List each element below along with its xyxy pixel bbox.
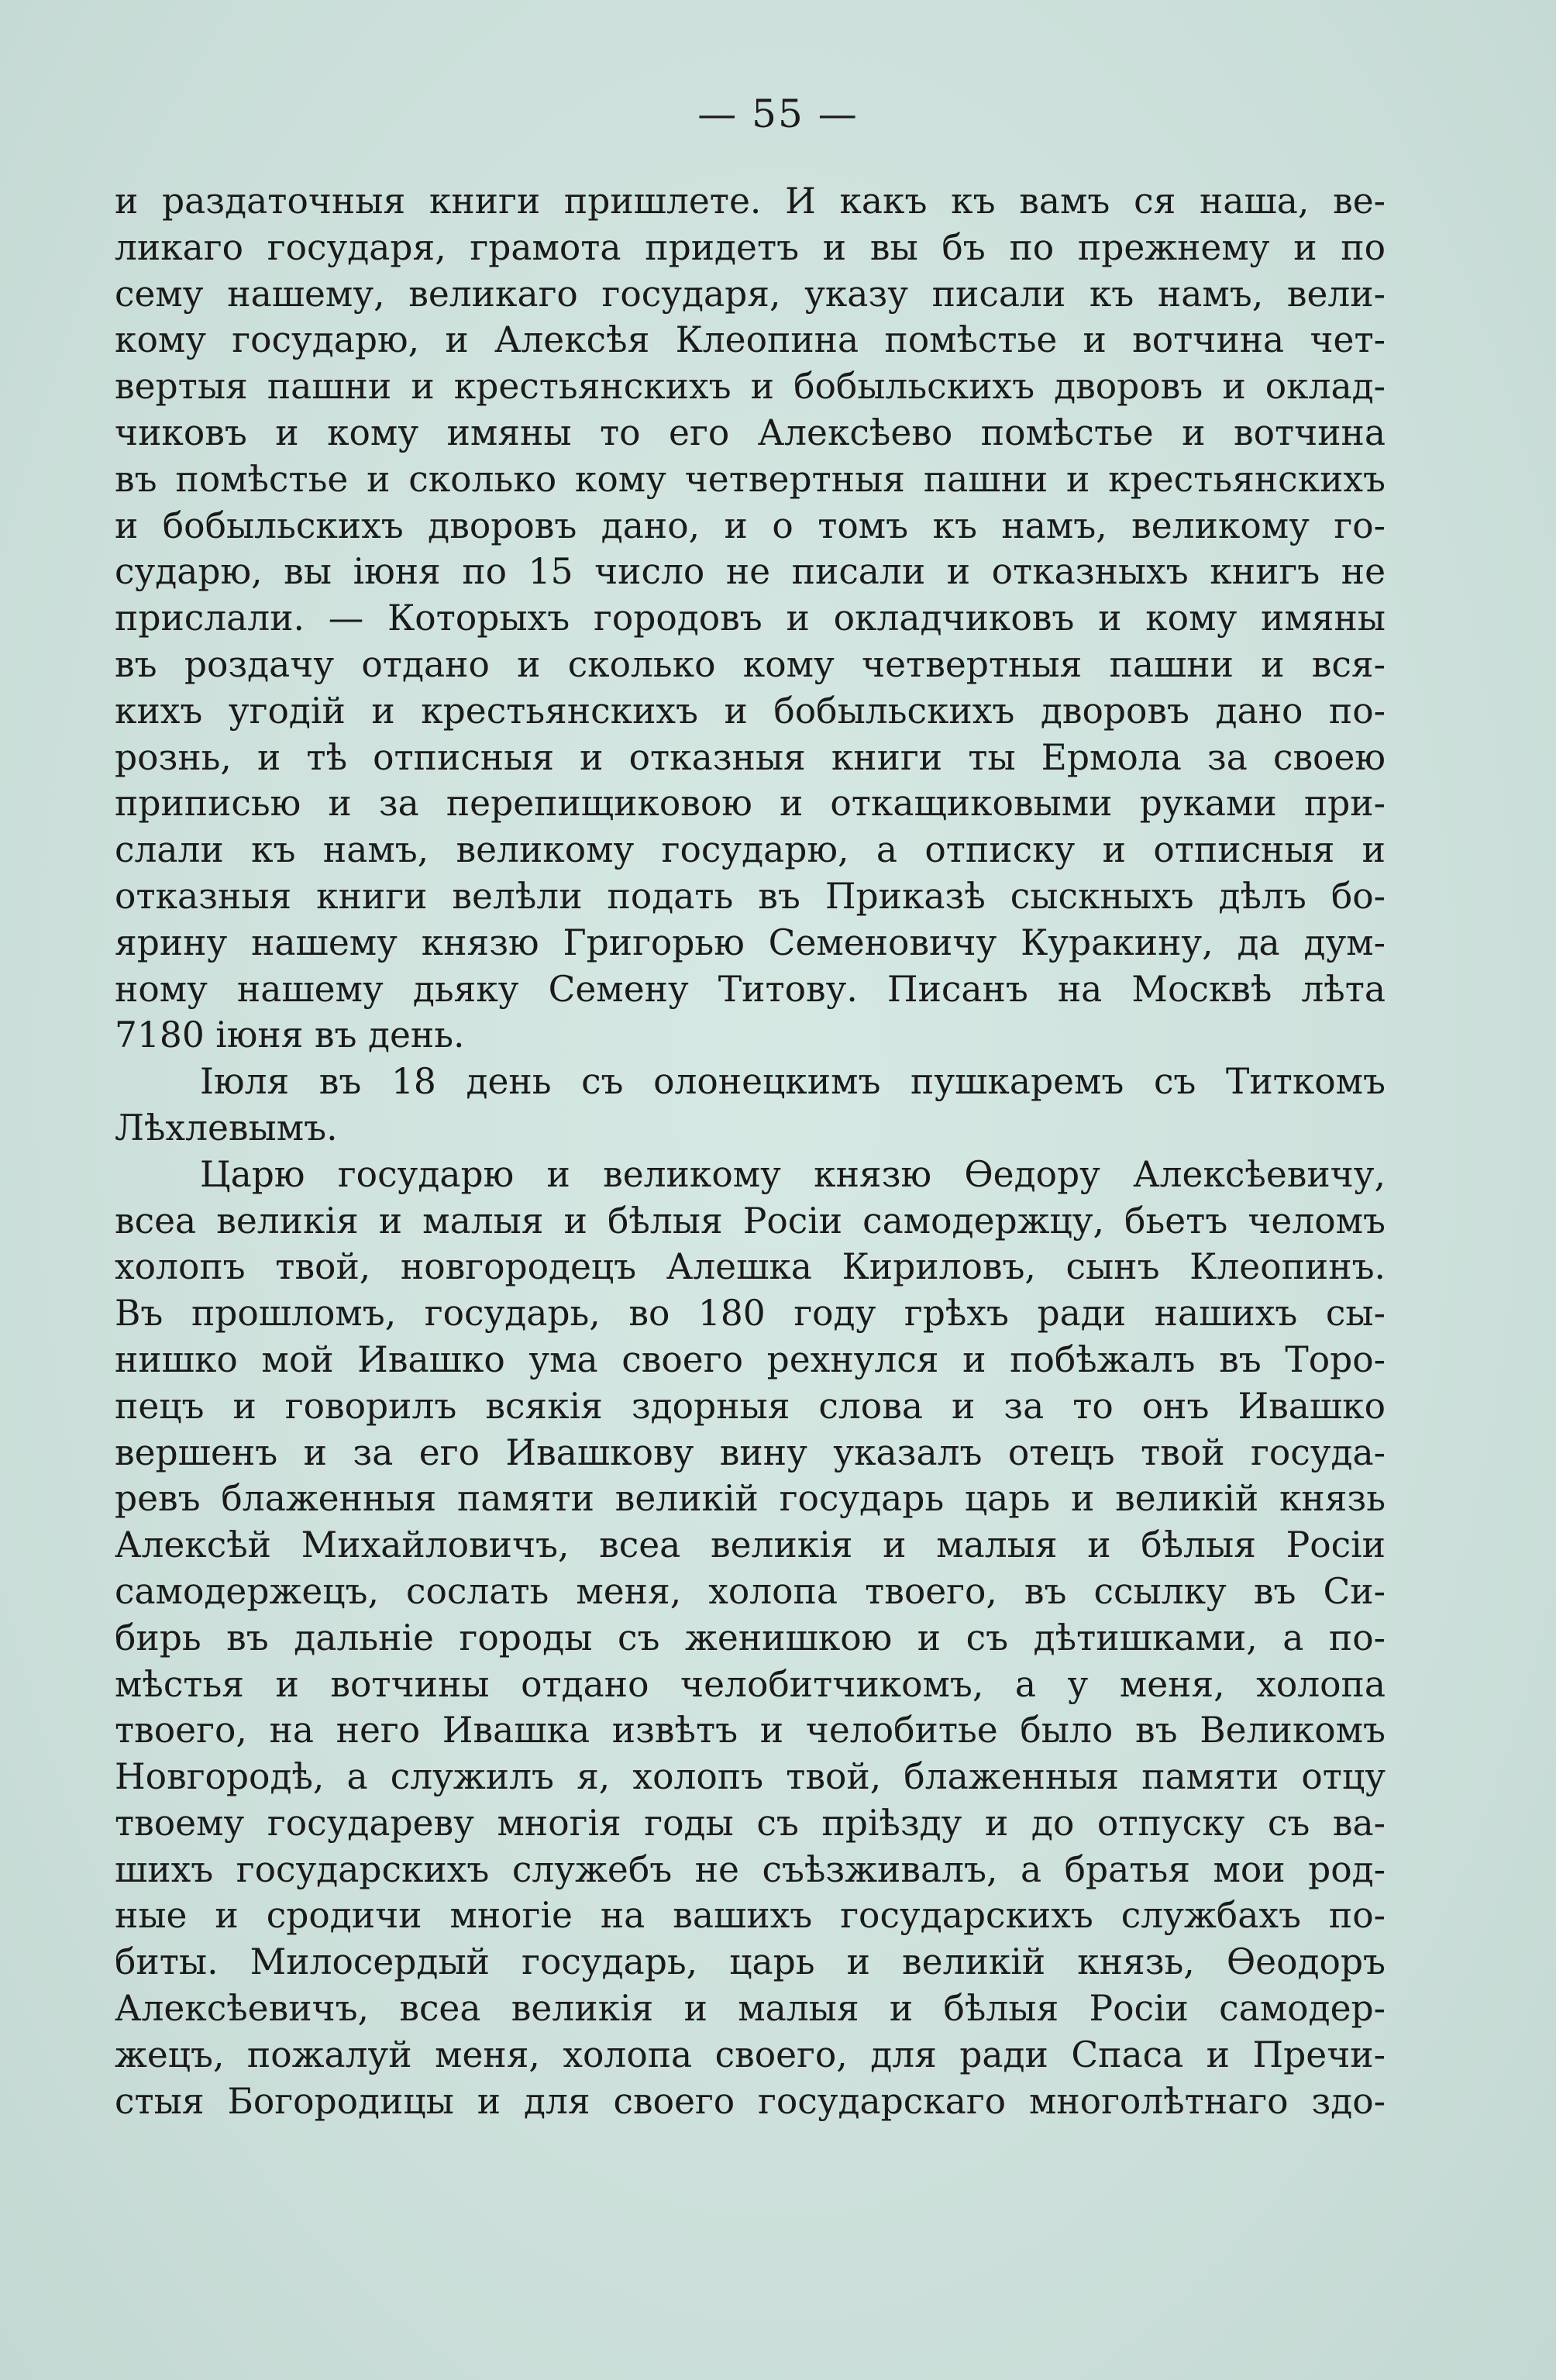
text-line: биты. Милосердый государь, царь и великiй князь, Ѳеодоръ: [115, 1941, 1386, 1983]
text-line: рознь, и тѣ отписныя и отказныя книги ты Ермола за своею: [115, 736, 1386, 778]
text-line: всеа великiя и малыя и бѣлыя Росiи самодержцу, бьетъ челомъ: [115, 1200, 1386, 1242]
text-line: Лѣхлевымъ.: [115, 1107, 338, 1149]
text-line: въ помѣстье и сколько кому четвертныя пашни и крестьянскихъ: [115, 458, 1386, 500]
text-line: кихъ угодiй и крестьянскихъ и бобыльскихъ дворовъ дано по-: [115, 690, 1386, 732]
text-line: Алексѣевичъ, всеа великiя и малыя и бѣлыя Росiи самодер-: [115, 1988, 1386, 2030]
text-line: ярину нашему князю Григорью Семеновичу Куракину, да дум-: [115, 921, 1386, 963]
document-text: [115, 178, 1386, 2124]
text-line: ликаго государя, грамота придетъ и вы бъ по прежнему и по: [115, 226, 1386, 268]
page-number: — 55 —: [697, 91, 859, 136]
text-line: нишко мой Ивашко ума своего рехнулся и побѣжалъ въ Торо-: [115, 1338, 1386, 1380]
text-line: сударю, вы iюня по 15 число не писали и отказныхъ книгъ не: [115, 551, 1386, 593]
text-line: прислали. — Которыхъ городовъ и окладчиковъ и кому имяны: [115, 598, 1386, 639]
text-line: пецъ и говорилъ всякiя здорныя слова и за то онъ Ивашко: [115, 1385, 1386, 1427]
text-line: чиковъ и кому имяны то его Алексѣево помѣстье и вотчина: [115, 412, 1386, 453]
text-line: шихъ государскихъ служебъ не съѣзживалъ, а братья мои род-: [115, 1848, 1386, 1890]
text-line: мѣстья и вотчины отдано челобитчикомъ, а у меня, холопа: [115, 1663, 1386, 1705]
text-line: Царю государю и великому князю Ѳедору Алексѣевичу,: [200, 1153, 1386, 1195]
text-line: приписью и за перепищиковою и откащиковыми руками при-: [115, 783, 1386, 825]
text-line: Въ прошломъ, государь, во 180 году грѣхъ ради нашихъ сы-: [115, 1293, 1386, 1335]
text-line: отказныя книги велѣли подать въ Приказѣ сыскныхъ дѣлъ бо-: [115, 875, 1386, 917]
text-line: бирь въ дальнiе городы съ женишкою и съ дѣтишками, а по-: [115, 1617, 1386, 1658]
text-line: кому государю, и Алексѣя Клеопина помѣстье и вотчина чет-: [115, 319, 1386, 361]
text-line: твоего, на него Ивашка извѣтъ и челобитье было въ Великомъ: [115, 1710, 1386, 1751]
text-line: ному нашему дьяку Семену Титову. Писанъ на Москвѣ лѣта: [115, 968, 1386, 1010]
text-line: Iюля въ 18 день съ олонецкимъ пушкаремъ съ Титкомъ: [200, 1061, 1386, 1103]
text-line: и раздаточныя книги пришлете. И какъ къ вамъ ся наша, ве-: [115, 181, 1386, 222]
text-line: вертыя пашни и крестьянскихъ и бобыльскихъ дворовъ и оклад-: [115, 366, 1386, 408]
text-line: ные и сродичи многiе на вашихъ государскихъ службахъ по-: [115, 1895, 1386, 1937]
text-line: стыя Богородицы и для своего государскаго многолѣтнаго здо-: [115, 2080, 1386, 2122]
text-line: самодержецъ, сослать меня, холопа твоего, въ ссылку въ Си-: [115, 1570, 1386, 1612]
text-line: и бобыльскихъ дворовъ дано, и о томъ къ намъ, великому го-: [115, 505, 1386, 546]
text-line: холопъ твой, новгородецъ Алешка Кириловъ, сынъ Клеопинъ.: [115, 1246, 1386, 1288]
text-line: въ роздачу отдано и сколько кому четвертныя пашни и вся-: [115, 643, 1386, 685]
text-line: жецъ, пожалуй меня, холопа своего, для ради Спаса и Пречи-: [115, 2034, 1386, 2075]
text-line: Алексѣй Михайловичъ, всеа великiя и малыя и бѣлыя Росiи: [115, 1524, 1386, 1566]
text-line: 7180 iюня въ день.: [115, 1014, 465, 1056]
text-line: Новгородѣ, а служилъ я, холопъ твой, блаженныя памяти отцу: [115, 1756, 1386, 1798]
text-line: твоему государеву многiя годы съ прiѣзду и до отпуску съ ва-: [115, 1802, 1386, 1844]
text-line: ревъ блаженныя памяти великiй государь царь и великiй князь: [115, 1478, 1386, 1520]
text-line: сему нашему, великаго государя, указу писали къ намъ, вели-: [115, 273, 1386, 315]
text-line: слали къ намъ, великому государю, а отписку и отписныя и: [115, 829, 1386, 871]
text-line: вершенъ и за его Ивашкову вину указалъ отецъ твой госуда-: [115, 1431, 1386, 1473]
